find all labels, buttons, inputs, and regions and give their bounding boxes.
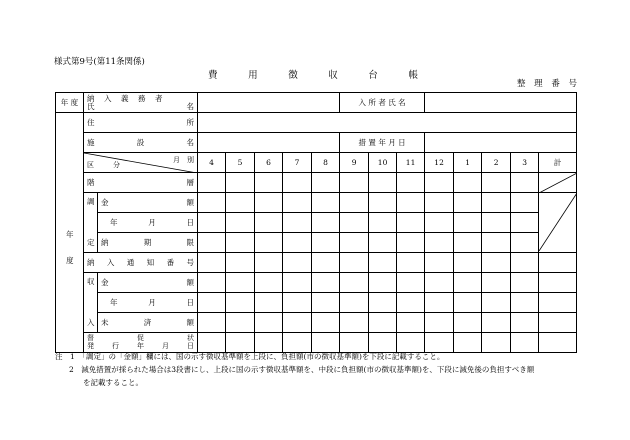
cell[interactable] [283,253,312,273]
cell[interactable] [312,273,340,293]
address-label [84,113,198,133]
cell[interactable] [340,273,369,293]
cell[interactable] [454,193,482,213]
row-collect-date [56,293,577,313]
cell[interactable] [283,273,312,293]
amount-left: 金 [101,278,109,287]
amount-right: 額 [186,278,195,287]
unpaid-right: 額 [186,318,194,327]
reg-char: 理 [534,79,543,89]
month-header: 12 [425,153,454,173]
row-assess-date [56,213,577,233]
month-header: 11 [397,153,425,173]
row-payer [56,93,577,113]
notice-char: 納 [87,258,95,267]
demand-char: 日 [187,341,194,350]
notes [55,350,575,389]
cell[interactable] [198,233,226,253]
facility-left: 施 [87,138,95,147]
collect-label-bottom: 入 [87,318,95,327]
collect-label [84,273,98,333]
decide-label: 定 [87,238,95,247]
cell[interactable] [255,293,283,313]
demand-char: 行 [112,341,119,350]
facility-label [84,133,198,153]
assess-decide-label [84,193,98,253]
title-char: 帳 [408,70,418,81]
cell[interactable] [511,313,539,333]
payer-line2 [87,103,194,111]
cell[interactable] [482,293,511,313]
facility-right: 名 [186,138,194,147]
notice-number-label [84,253,198,273]
month-category-header [84,153,198,173]
cell[interactable] [482,213,511,233]
payer-line2-right: 名 [186,101,195,111]
cell[interactable] [511,233,539,253]
cell[interactable] [425,213,454,233]
cell[interactable] [454,313,482,333]
cell[interactable] [198,173,226,193]
registration-number-label [517,80,577,89]
cell[interactable] [312,233,340,253]
cell[interactable] [198,193,226,213]
payer-line2-left: 氏 [87,101,95,111]
unpaid-mid: 済 [143,318,152,327]
assess-label: 調 [87,197,95,206]
payer-name-label [84,93,198,113]
cell[interactable] [255,313,283,333]
row-unpaid [56,313,577,333]
due-2: 期 [143,238,152,247]
cell[interactable] [397,273,425,293]
total-cell-diagonal [539,173,577,193]
title-char: 徴 [288,70,298,81]
total-header: 計 [539,153,577,173]
tier-label [84,173,198,193]
cell[interactable] [482,233,511,253]
cell[interactable] [369,253,397,273]
month-header: 5 [226,153,255,173]
cell[interactable] [255,173,283,193]
resident-name-label: 入 所 者 氏 名 [340,93,425,113]
cell[interactable] [340,293,369,313]
total-cell[interactable] [539,253,577,273]
cell[interactable] [312,313,340,333]
cell[interactable] [226,233,255,253]
cell[interactable] [340,233,369,253]
date-month: 月 [148,298,156,307]
total-cell-diagonal [539,193,577,253]
cell[interactable] [425,293,454,313]
cell[interactable] [482,313,511,333]
tier-left: 階 [87,178,95,187]
payer-name-field[interactable] [198,93,340,113]
month-header: 6 [255,153,283,173]
amount-label [98,193,198,213]
cell[interactable] [425,313,454,333]
cell[interactable] [255,253,283,273]
address-field[interactable] [198,113,577,133]
total-cell[interactable] [539,313,577,333]
cell[interactable] [255,193,283,213]
cell[interactable] [226,193,255,213]
cell[interactable] [397,213,425,233]
month-by-label: 月 別 [173,156,195,164]
measure-date-field[interactable] [425,133,577,153]
cell[interactable] [312,173,340,193]
cell[interactable] [226,213,255,233]
cell[interactable] [369,313,397,333]
year-label: 年 度 [56,93,84,113]
payer-line1: 納 入 義 務 者 [87,93,164,103]
reg-char: 号 [568,79,577,89]
cell[interactable] [425,233,454,253]
amount-left: 金 [101,198,109,207]
date-year: 年 [110,298,118,307]
cell[interactable] [425,193,454,213]
cell[interactable] [312,253,340,273]
notice-char: 通 [126,258,135,267]
row-facility [56,133,577,153]
demand-char: 状 [187,334,194,343]
cell[interactable] [198,293,226,313]
row-address [56,113,577,133]
cell[interactable] [226,313,255,333]
date-day: 日 [186,218,194,227]
demand-char: 督 [87,334,94,343]
cell[interactable] [198,273,226,293]
cell[interactable] [198,213,226,233]
collect-label-top: 収 [87,277,95,286]
cell[interactable] [425,173,454,193]
due-date-label [98,233,198,253]
date-day: 日 [186,298,194,307]
cell[interactable] [340,173,369,193]
cell[interactable] [511,213,539,233]
cell[interactable] [255,273,283,293]
cell[interactable] [283,293,312,313]
cell[interactable] [482,273,511,293]
demand-char: 発 [87,341,94,350]
demand-char: 年 [137,341,144,350]
row-months-header [56,153,577,173]
cell[interactable] [283,233,312,253]
cell[interactable] [198,253,226,273]
diagonal-line [539,173,577,193]
demand-char: 促 [137,334,144,343]
date-label [98,213,198,233]
total-cell[interactable] [539,293,577,313]
reg-char: 整 [517,79,526,89]
cell[interactable] [397,233,425,253]
cell[interactable] [283,193,312,213]
date-year: 年 [110,218,118,227]
address-left: 住 [87,118,95,127]
measure-date-label: 措 置 年 月 日 [340,133,425,153]
cell[interactable] [198,313,226,333]
cell[interactable] [511,253,539,273]
cell[interactable] [369,173,397,193]
facility-field[interactable] [198,133,340,153]
cell[interactable] [454,253,482,273]
unpaid-left: 未 [101,318,109,327]
cell[interactable] [283,213,312,233]
side-degree-label: 度 [66,256,74,265]
cell[interactable] [511,293,539,313]
month-header: 7 [283,153,312,173]
cell[interactable] [397,253,425,273]
cell[interactable] [397,293,425,313]
month-header: 3 [511,153,539,173]
cell[interactable] [369,293,397,313]
form-number: 様式第9号(第11条関係) [54,57,145,67]
row-tier [56,173,577,193]
title-char: 収 [328,70,338,81]
cell[interactable] [482,193,511,213]
notice-char: 知 [146,258,155,267]
address-right: 所 [186,118,195,127]
facility-mid: 設 [136,138,145,147]
cell[interactable] [454,233,482,253]
cell[interactable] [454,273,482,293]
notice-char: 番 [166,258,175,267]
month-header: 10 [369,153,397,173]
cell[interactable] [369,273,397,293]
diagonal-line [539,193,577,251]
row-assess-amount [56,193,577,213]
cell[interactable] [511,173,539,193]
date-month: 月 [148,218,156,227]
cell[interactable] [369,233,397,253]
amount-right: 額 [186,198,195,207]
cell[interactable] [425,253,454,273]
month-header: 1 [454,153,482,173]
row-notice-number [56,253,577,273]
demand-char: 月 [162,341,169,350]
amount-label [98,273,198,293]
cell[interactable] [369,193,397,213]
cell[interactable] [397,173,425,193]
cell[interactable] [425,273,454,293]
cell[interactable] [340,213,369,233]
total-cell[interactable] [539,273,577,293]
notice-char: 入 [106,258,115,267]
cell[interactable] [369,213,397,233]
side-year-label: 年 [66,230,74,239]
reg-char: 番 [551,79,560,89]
month-header: 8 [312,153,340,173]
cell[interactable] [511,193,539,213]
cell[interactable] [454,293,482,313]
cell[interactable] [283,313,312,333]
cell[interactable] [226,273,255,293]
cell[interactable] [226,253,255,273]
cell[interactable] [226,293,255,313]
note-2-continued: を記載すること。 [83,378,143,387]
cell[interactable] [397,313,425,333]
note-1: 注 1 「調定」の「金額」欄には、国の示す徴収基準額を上段に、負担額(市の徴収基準額)を下段に記載すること。 [55,352,445,361]
cell[interactable] [312,293,340,313]
cell[interactable] [312,193,340,213]
cell[interactable] [226,173,255,193]
month-header: 9 [340,153,369,173]
title-char: 費 [208,70,218,81]
cell[interactable] [454,213,482,233]
side-year-cell [56,113,84,353]
date-label [98,293,198,313]
due-1: 納 [101,238,109,247]
cell[interactable] [255,213,283,233]
row-collect-amount [56,273,577,293]
unpaid-label [98,313,198,333]
cell[interactable] [255,233,283,253]
row-due-date [56,233,577,253]
month-header: 4 [198,153,226,173]
cell[interactable] [340,253,369,273]
category-label: 区 分 [87,161,126,169]
cell[interactable] [482,253,511,273]
cell[interactable] [454,173,482,193]
cell[interactable] [397,193,425,213]
title-char: 台 [368,70,378,81]
cell[interactable] [340,313,369,333]
cell[interactable] [312,213,340,233]
note-2: 2 減免措置が採られた場合は3段書にし、上段に国の示す徴収基準額を、中段に負担額(市の徴収基準額)を、下段に減免後の負担すべき額 [69,365,535,374]
cell[interactable] [511,273,539,293]
cell[interactable] [283,173,312,193]
resident-name-field[interactable] [425,93,577,113]
tier-right: 層 [186,178,195,187]
ledger-table [55,92,577,353]
due-3: 限 [186,238,194,247]
page-title [208,71,418,81]
title-char: 用 [248,70,258,81]
demand-line2 [87,343,194,350]
cell[interactable] [482,173,511,193]
cell[interactable] [340,193,369,213]
month-header: 2 [482,153,511,173]
notice-char: 号 [186,258,194,267]
